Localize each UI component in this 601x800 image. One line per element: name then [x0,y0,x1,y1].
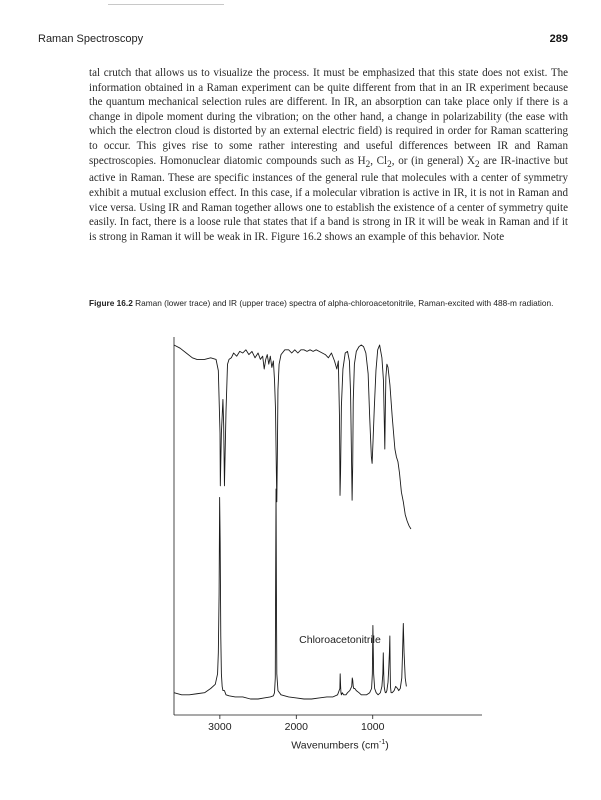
figure-caption [89,296,568,310]
x-axis-label-superscript: -1 [378,739,386,746]
body-text-segment: are IR-inactive but active in Raman. These are specific instances of the general rule that molecules with a center of symmetry exhibit a mutual exclusion effect. In this case, if a molecular vibration is active in IR, it is not in Raman and vice versa. Using IR and Raman together allows one to establish the existence of a center of symmetry quite easily. In fact, there is a loose rule that states that if a band is strong in IR it will be weak in Raman and if it is strong in Raman it will be weak in IR. Figure 16.2 shows an example of this behavior. Note [89,154,568,243]
body-text-segment: tal crutch that allows us to visualize the process. It must be emphasized that this state does not exist. The information obtained in a Raman experiment can be quite different from that in an IR experiment because the quantum mechanical selection rules are different. In IR, an absorption can take place only if there is a change in dipole moment during the vibration; on the other hand, a change in polarizability (the ease with which the electron cloud is distorted by an external electric field) is required in order for Raman scattering to occur. This gives rise to some rather interesting and useful differences between IR and Raman spectroscopies. Homonuclear diatomic compounds such as H [89,67,568,167]
running-head [38,33,568,51]
figure-caption-text: Raman (lower trace) and IR (upper trace) spectra of alpha-chloroacetonitrile, Raman-excited with 488-m radiation. [135,298,554,308]
running-title: Raman Spectroscopy [38,33,144,45]
x-tick-label-2000: 2000 [284,721,308,733]
x-tick-label-1000: 1000 [361,721,385,733]
raman-trace [174,489,406,699]
x-axis-label-suffix: ) [385,739,389,752]
figure-label: Figure 16.2 [89,298,133,308]
x-tick-label-3000: 3000 [208,721,232,733]
body-text-segment: , or (in general) X [391,154,475,167]
body-subscript: 2 [387,158,392,169]
body-subscript: 2 [365,158,371,169]
spectrum-figure [170,337,484,757]
body-text-segment: , Cl [370,154,388,167]
x-axis-label [250,739,430,755]
body-subscript: 2 [474,158,480,169]
page-number: 289 [549,33,568,45]
x-axis-label-text: Wavenumbers (cm [291,739,379,752]
chart-annotation: Chloroacetonitrile [299,634,381,646]
ir-trace [174,345,411,529]
spectrum-chart [170,337,484,757]
top-rule [108,4,224,5]
body-paragraph [89,66,568,244]
